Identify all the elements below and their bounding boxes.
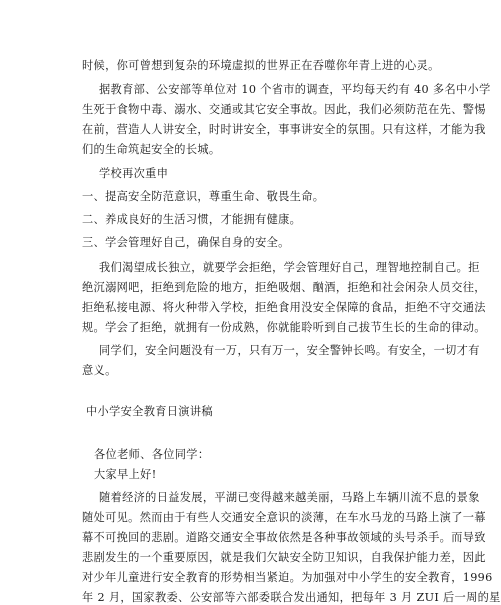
- body-line: 意义。: [82, 364, 117, 377]
- body-line: 随着经济的日益发展，平湖已变得越来越美丽，马路上车辆川流不息的景象: [99, 491, 480, 504]
- section-heading: 学校再次重申: [99, 167, 169, 180]
- body-line: 同学们，安全问题没有一万，只有万一，安全警钟长鸣。有安全，一切才有: [99, 344, 480, 357]
- body-line: 年 2 月，国家教委、公安部等六部委联合发出通知，把每年 3 月 ZUI 后一周的星: [82, 591, 501, 604]
- body-line: 生死于食物中毒、溺水、交通或其它安全事故。因此，我们必须防范在先、警惕: [82, 103, 486, 116]
- body-line: 对少年儿童进行安全教育的形势相当紧迫。为加强对中小学生的安全教育，1996: [82, 571, 493, 584]
- list-item: 二、养成良好的生活习惯，才能拥有健康。: [82, 213, 302, 226]
- speech-title: 中小学安全教育日演讲稿: [86, 405, 213, 418]
- body-line: 规。学会了拒绝，就拥有一份成熟，你就能聆听到自己拔节生长的生命的律动。: [82, 321, 486, 334]
- list-item: 一、提高安全防范意识，尊重生命、敬畏生命。: [82, 190, 325, 203]
- body-line: 拒绝私接电源、将火种带入学校，拒绝食用没安全保障的食品，拒绝不守交通法: [82, 301, 486, 314]
- body-line: 在前，营造人人讲安全，时时讲安全，事事讲安全的氛围。只有这样，才能为我: [82, 123, 486, 136]
- body-line: 悲剧发生的一个重要原因，就是我们欠缺安全防卫知识，自我保护能力差，因此: [82, 551, 486, 564]
- body-line: 随处可见。然而由于有些人交通安全意识的淡薄，在车水马龙的马路上演了一幕: [82, 511, 486, 524]
- body-line: 据教育部、公安部等单位对 10 个省市的调查，平均每天约有 40 多名中小学: [99, 83, 491, 96]
- body-line: 绝沉溺网吧，拒绝到危险的地方，拒绝吸烟、酗酒，拒绝和社会闲杂人员交往，: [82, 281, 486, 294]
- body-line: 时候，你可曾想到复杂的环境虚拟的世界正在吞噬你年青上进的心灵。: [82, 59, 440, 72]
- body-line: 们的生命筑起安全的长城。: [82, 143, 221, 156]
- list-item: 三、学会管理好自己，确保自身的安全。: [82, 236, 290, 249]
- body-line: 我们渴望成长独立，就要学会拒绝，学会管理好自己，理智地控制自己。拒: [99, 261, 480, 274]
- greeting: 大家早上好!: [94, 468, 157, 481]
- salutation: 各位老师、各位同学：: [94, 448, 210, 461]
- body-line: 幕不可挽回的悲剧。道路交通安全事故依然是各种事故领域的头号杀手。而导致: [82, 531, 486, 544]
